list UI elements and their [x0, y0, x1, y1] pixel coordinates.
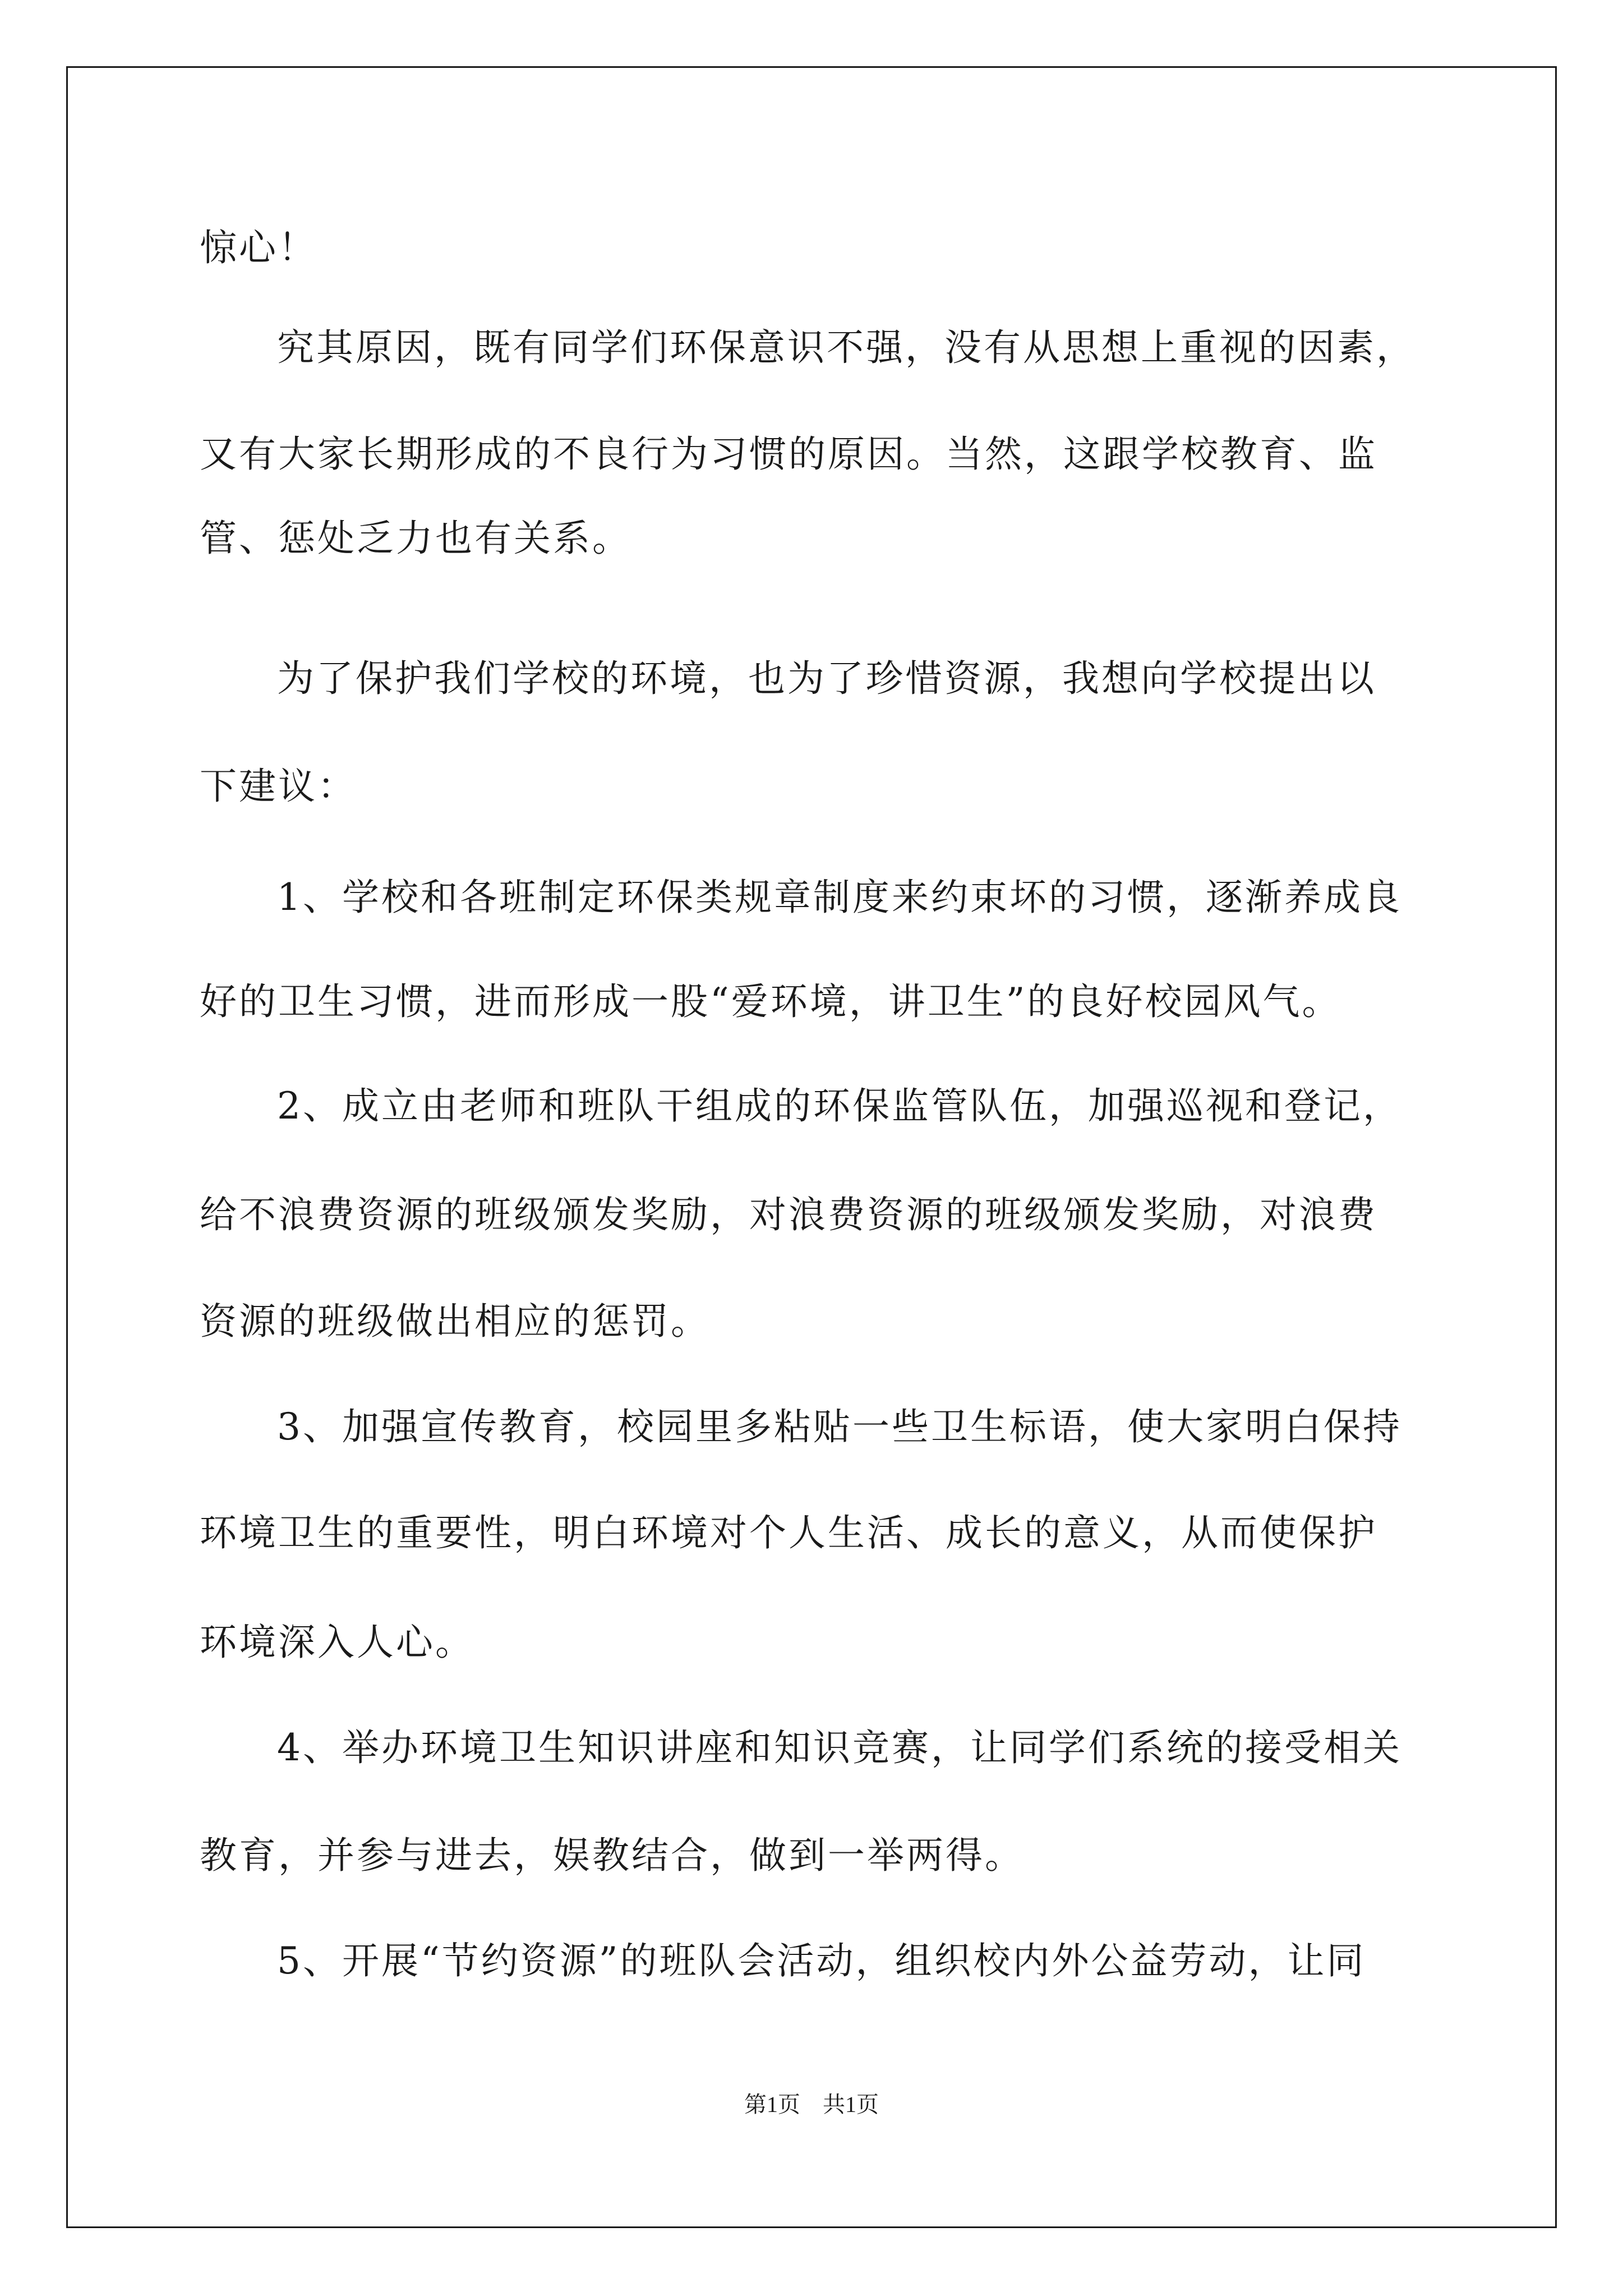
text-line: 环境深入人心。: [200, 1621, 474, 1664]
page-number: 第1页: [744, 2092, 800, 2117]
text-line: 又有大家长期形成的不良行为习惯的原因。当然，这跟学校教育、监: [200, 432, 1377, 476]
text-line: 为了保护我们学校的环境，也为了珍惜资源，我想向学校提出以: [277, 657, 1376, 700]
page-total: 共1页: [823, 2092, 879, 2117]
text-line: 惊心！: [200, 226, 317, 269]
text-line: 好的卫生习惯，进而形成一股“爱环境，讲卫生”的良好校园风气。: [200, 980, 1341, 1023]
text-line: 资源的班级做出相应的惩罚。: [200, 1300, 710, 1343]
text-line: 2、成立由老师和班队干组成的环保监管队伍，加强巡视和登记，: [277, 1084, 1402, 1128]
text-line: 环境卫生的重要性，明白环境对个人生活、成长的意义，从而使保护: [200, 1511, 1377, 1554]
text-line: 究其原因，既有同学们环保意识不强，没有从思想上重视的因素，: [277, 326, 1415, 369]
text-line: 3、加强宣传教育，校园里多粘贴一些卫生标语，使大家明白保持: [277, 1405, 1402, 1448]
text-line: 给不浪费资源的班级颁发奖励，对浪费资源的班级颁发奖励，对浪费: [200, 1193, 1377, 1236]
text-line: 管、惩处乏力也有关系。: [200, 517, 631, 560]
page-border: [66, 66, 1557, 2228]
page-footer: [0, 2091, 1623, 2118]
text-line: 5、开展“节约资源”的班队会活动，组织校内外公益劳动，让同: [277, 1939, 1366, 1982]
text-line: 教育，并参与进去，娱教结合，做到一举两得。: [200, 1834, 1024, 1877]
text-line: 下建议：: [200, 765, 357, 808]
text-line: 4、举办环境卫生知识讲座和知识竞赛，让同学们系统的接受相关: [277, 1726, 1402, 1769]
text-line: 1、学校和各班制定环保类规章制度来约束坏的习惯，逐渐养成良: [277, 876, 1402, 919]
